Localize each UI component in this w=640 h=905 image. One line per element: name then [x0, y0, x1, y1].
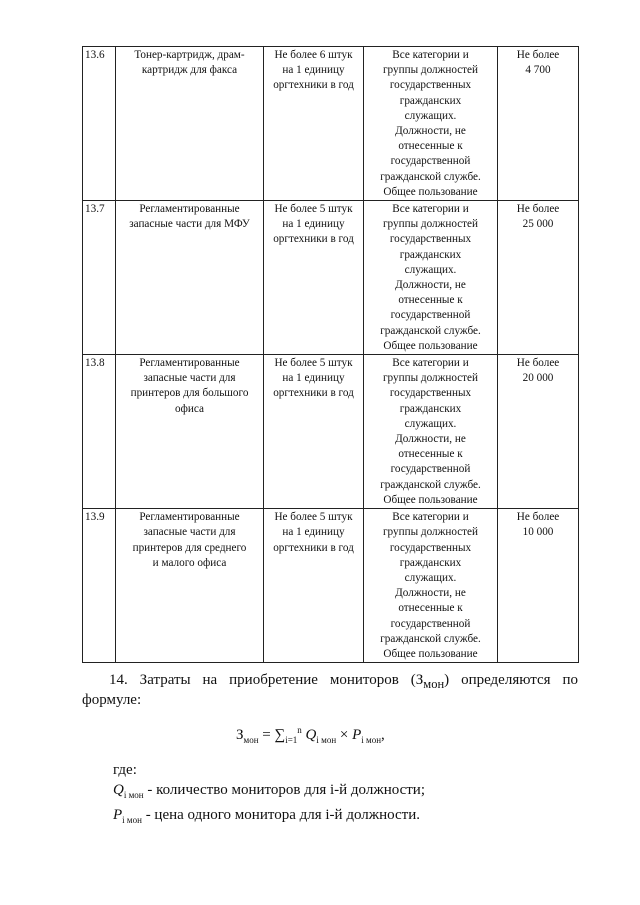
item-category-line: государственной: [390, 617, 471, 630]
item-price-cell: [498, 355, 579, 509]
item-name-cell: [116, 47, 264, 201]
item-price-line: 4 700: [525, 64, 551, 77]
item-category-line: Должности, не: [395, 433, 466, 446]
item-price-line: 20 000: [522, 372, 554, 385]
item-name-cell: [116, 509, 264, 663]
item-name-line: Регламентированные: [139, 357, 240, 370]
item-norm-cell: [264, 47, 364, 201]
item-category-line: Общее пользование: [383, 493, 478, 506]
item-category-cell: [364, 509, 498, 663]
item-name-line: картридж для факса: [141, 64, 238, 77]
item-category-cell: [364, 355, 498, 509]
item-name-cell: [116, 355, 264, 509]
formula-end: ,: [381, 727, 385, 743]
item-name-line: Регламентированные: [139, 511, 240, 524]
item-category-line: государственной: [390, 309, 471, 322]
item-norm-line: оргтехники в год: [273, 541, 354, 554]
formula-p-sub: i мон: [361, 735, 382, 745]
item-category-line: гражданских: [399, 556, 462, 569]
item-number-cell: [83, 47, 116, 201]
item-number-cell: [83, 201, 116, 355]
item-category-line: группы должностей: [382, 372, 479, 385]
item-norm-cell: [264, 201, 364, 355]
norms-table-body: [83, 47, 579, 663]
item-price-line: 25 000: [522, 218, 554, 231]
item-norm-line: на 1 единицу: [282, 64, 345, 77]
item-category-line: Должности, не: [395, 587, 466, 600]
item-name-line: Тонер-картридж, драм-: [134, 49, 245, 61]
item-category-line: служащих.: [404, 109, 457, 122]
table-row: [83, 509, 579, 663]
item-category-line: Все категории и: [392, 49, 469, 61]
item-category-line: отнесенные к: [398, 448, 463, 461]
item-category-line: отнесенные к: [398, 140, 463, 153]
formula-lhs: З: [236, 727, 244, 743]
item-number-cell: [83, 355, 116, 509]
formula-q-sub: i мон: [316, 735, 337, 745]
item-category-line: государственных: [389, 233, 472, 246]
legend-item-p: [113, 805, 425, 830]
item-category-line: гражданских: [399, 402, 462, 415]
item-category-line: Все категории и: [392, 203, 469, 216]
item-name-line: запасные части для МФУ: [129, 218, 250, 231]
table-row: [83, 355, 579, 509]
item-category-line: гражданской службе.: [380, 170, 481, 183]
item-category-line: Должности, не: [395, 279, 466, 292]
item-category-line: государственных: [389, 387, 472, 400]
item-name-cell: [116, 201, 264, 355]
item-norm-line: на 1 единицу: [282, 218, 345, 231]
item-category-line: государственной: [390, 463, 471, 476]
item-category-line: гражданской службе.: [380, 632, 481, 645]
item-price-line: Не более: [516, 203, 560, 216]
item-category-line: отнесенные к: [398, 602, 463, 615]
section-14-text-end: ) определяются по: [444, 672, 578, 688]
legend-q-symbol: Q: [113, 782, 124, 798]
item-price-line: Не более: [516, 49, 560, 61]
formula-sum-sup: n: [297, 725, 302, 735]
item-norm-cell: [264, 509, 364, 663]
item-norm-line: Не более 5 штук: [274, 203, 353, 216]
item-category-line: служащих.: [404, 417, 457, 430]
item-category-line: группы должностей: [382, 526, 479, 539]
item-category-line: служащих.: [404, 263, 457, 276]
item-name-line: и малого офиса: [152, 556, 227, 569]
item-name-line: офиса: [175, 402, 204, 415]
legend-p-sub: i мон: [122, 815, 142, 825]
item-price-line: Не более: [516, 357, 560, 370]
norms-table: [82, 46, 579, 663]
formula-times: ×: [336, 727, 353, 743]
formula-legend: [113, 760, 425, 830]
item-number-line: 13.9: [85, 511, 105, 524]
item-norm-line: на 1 единицу: [282, 372, 345, 385]
item-category-line: Должности, не: [395, 125, 466, 138]
item-category-line: государственных: [389, 79, 472, 92]
item-price-cell: [498, 47, 579, 201]
item-name-line: запасные части для: [143, 372, 236, 385]
legend-p-symbol: P: [113, 807, 123, 823]
item-category-line: Все категории и: [392, 511, 469, 524]
item-name-line: запасные части для: [143, 526, 236, 539]
item-category-line: Общее пользование: [383, 339, 478, 352]
cost-formula: [236, 725, 385, 745]
table-row: [83, 47, 579, 201]
item-norm-line: Не более 6 штук: [274, 49, 353, 61]
item-number-line: 13.6: [85, 49, 105, 61]
formula-sum: ∑: [274, 727, 286, 743]
item-name-line: принтеров для среднего: [132, 541, 247, 554]
formula-eq: =: [258, 727, 275, 743]
item-norm-line: оргтехники в год: [273, 233, 354, 246]
item-category-line: гражданских: [399, 248, 462, 261]
item-norm-line: оргтехники в год: [273, 79, 354, 92]
item-category-line: отнесенные к: [398, 294, 463, 307]
section-14-sub: мон: [423, 677, 445, 691]
item-category-line: Общее пользование: [383, 647, 478, 660]
item-category-line: служащих.: [404, 571, 457, 584]
item-norm-line: Не более 5 штук: [274, 511, 353, 524]
item-category-line: гражданской службе.: [380, 324, 481, 337]
item-name-line: Регламентированные: [139, 203, 240, 216]
item-number-line: 13.7: [85, 203, 105, 216]
formula-q: Q: [305, 727, 317, 743]
item-category-line: Общее пользование: [383, 185, 478, 198]
item-category-line: государственной: [390, 155, 471, 168]
formula-sum-sub: i=1: [285, 735, 298, 745]
formula-lhs-sub: мон: [243, 735, 259, 745]
item-norm-line: Не более 5 штук: [274, 357, 353, 370]
legend-q-sub: i мон: [123, 790, 144, 800]
legend-label: где:: [113, 762, 137, 778]
item-number-line: 13.8: [85, 357, 105, 370]
table-row: [83, 201, 579, 355]
item-name-line: принтеров для большого: [130, 387, 249, 400]
item-price-line: Не более: [516, 511, 560, 524]
legend-p-text: - цена одного монитора для i-й должности.: [141, 807, 421, 823]
item-category-line: группы должностей: [382, 218, 479, 231]
item-number-cell: [83, 509, 116, 663]
item-category-line: гражданских: [399, 94, 462, 107]
item-norm-line: на 1 единицу: [282, 526, 345, 539]
formula-p: P: [352, 727, 362, 743]
item-norm-line: оргтехники в год: [273, 387, 354, 400]
item-price-cell: [498, 201, 579, 355]
section-14-text: 14. Затраты на приобретение мониторов (З: [109, 672, 424, 688]
item-price-cell: [498, 509, 579, 663]
item-price-line: 10 000: [522, 526, 554, 539]
item-category-line: группы должностей: [382, 64, 479, 77]
item-category-line: государственных: [389, 541, 472, 554]
legend-item-q: [113, 780, 425, 805]
legend-q-text: - количество мониторов для i-й должности;: [143, 782, 425, 798]
item-norm-cell: [264, 355, 364, 509]
section-14-line2: формуле:: [82, 692, 142, 708]
item-category-cell: [364, 201, 498, 355]
item-category-line: гражданской службе.: [380, 478, 481, 491]
item-category-cell: [364, 47, 498, 201]
item-category-line: Все категории и: [392, 357, 469, 370]
